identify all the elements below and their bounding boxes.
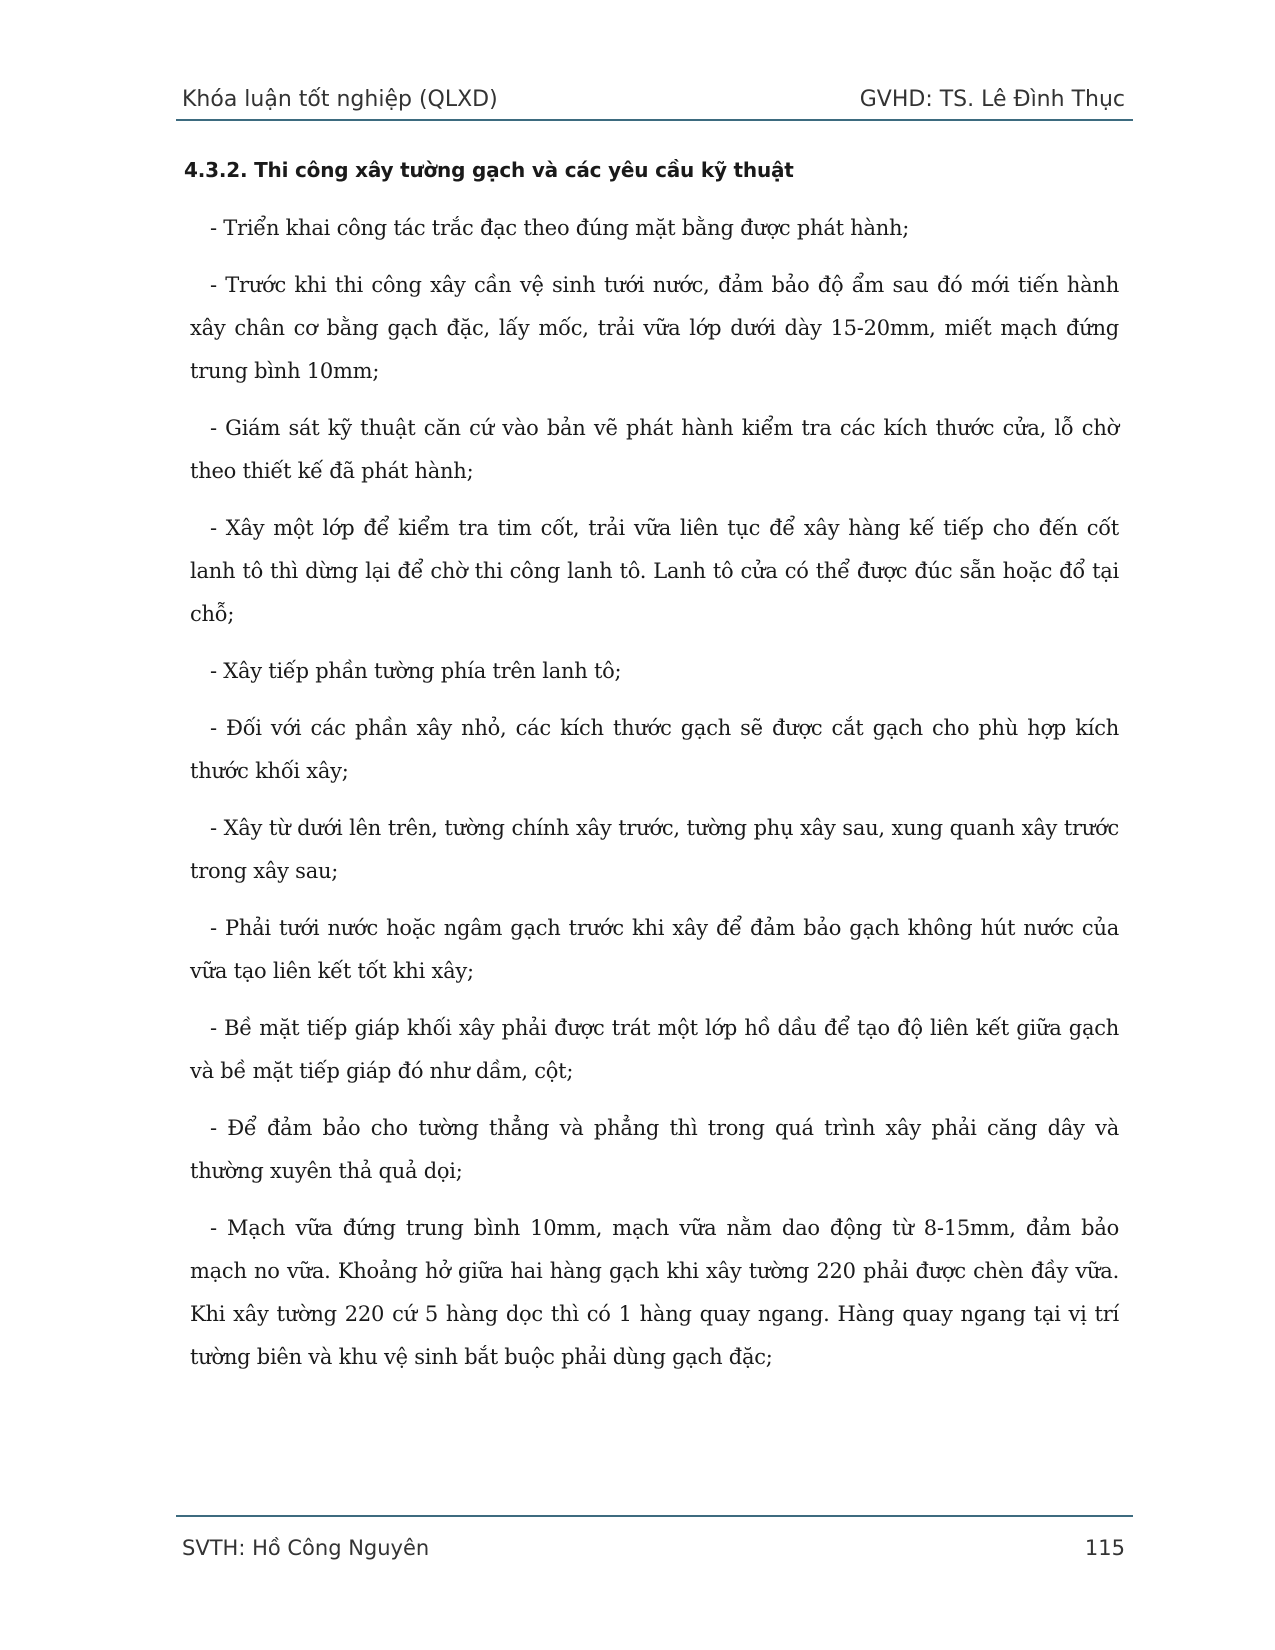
header-divider	[176, 119, 1133, 121]
header-document-title: Khóa luận tốt nghiệp (QLXD)	[182, 87, 498, 112]
paragraph: - Đối với các phần xây nhỏ, các kích thước gạch sẽ được cắt gạch cho phù hợp kích thước khối xây;	[190, 716, 1119, 783]
paragraph: - Để đảm bảo cho tường thẳng và phẳng thì trong quá trình xây phải căng dây và thường xuyên thả quả dọi;	[190, 1116, 1119, 1183]
paragraph: - Triển khai công tác trắc đạc theo đúng mặt bằng được phát hành;	[210, 216, 910, 240]
paragraph: - Xây một lớp để kiểm tra tim cốt, trải vữa liên tục để xây hàng kế tiếp cho đến cốt lanh tô thì dừng lại để chờ thi công lanh tô. Lanh tô cửa có thể được đúc sẵn hoặc đổ tại chỗ;	[190, 516, 1119, 626]
page-footer	[182, 1536, 1125, 1560]
paragraph: - Bề mặt tiếp giáp khối xây phải được trát một lớp hồ dầu để tạo độ liên kết giữa gạch và bề mặt tiếp giáp đó như dầm, cột;	[190, 1016, 1119, 1083]
paragraph: - Mạch vữa đứng trung bình 10mm, mạch vữa nằm dao động từ 8-15mm, đảm bảo mạch no vữa. Khoảng hở giữa hai hàng gạch khi xây tường 220 phải được chèn đầy vữa. Khi xây tường 220 cứ 5 hàng dọc thì có 1 hàng quay ngang. Hàng quay ngang tại vị trí tường biên và khu vệ sinh bắt buộc phải dùng gạch đặc;	[190, 1216, 1119, 1369]
page-header	[182, 70, 1125, 112]
footer-student: SVTH: Hồ Công Nguyên	[182, 1536, 430, 1560]
section-heading: 4.3.2. Thi công xây tường gạch và các yêu cầu kỹ thuật	[184, 158, 794, 182]
paragraph: - Giám sát kỹ thuật căn cứ vào bản vẽ phát hành kiểm tra các kích thước cửa, lỗ chờ theo thiết kế đã phát hành;	[190, 416, 1119, 483]
page-number: 115	[1084, 1536, 1125, 1560]
page-body	[184, 155, 1119, 1393]
paragraph: - Trước khi thi công xây cần vệ sinh tưới nước, đảm bảo độ ẩm sau đó mới tiến hành xây chân cơ bằng gạch đặc, lấy mốc, trải vữa lớp dưới dày 15-20mm, miết mạch đứng trung bình 10mm;	[190, 273, 1119, 383]
paragraph: - Xây từ dưới lên trên, tường chính xây trước, tường phụ xây sau, xung quanh xây trước trong xây sau;	[190, 816, 1119, 883]
paragraph: - Xây tiếp phần tường phía trên lanh tô;	[210, 659, 622, 683]
header-advisor: GVHD: TS. Lê Đình Thục	[859, 87, 1125, 112]
footer-divider	[176, 1515, 1133, 1517]
paragraph: - Phải tưới nước hoặc ngâm gạch trước khi xây để đảm bảo gạch không hút nước của vữa tạo liên kết tốt khi xây;	[190, 916, 1119, 983]
